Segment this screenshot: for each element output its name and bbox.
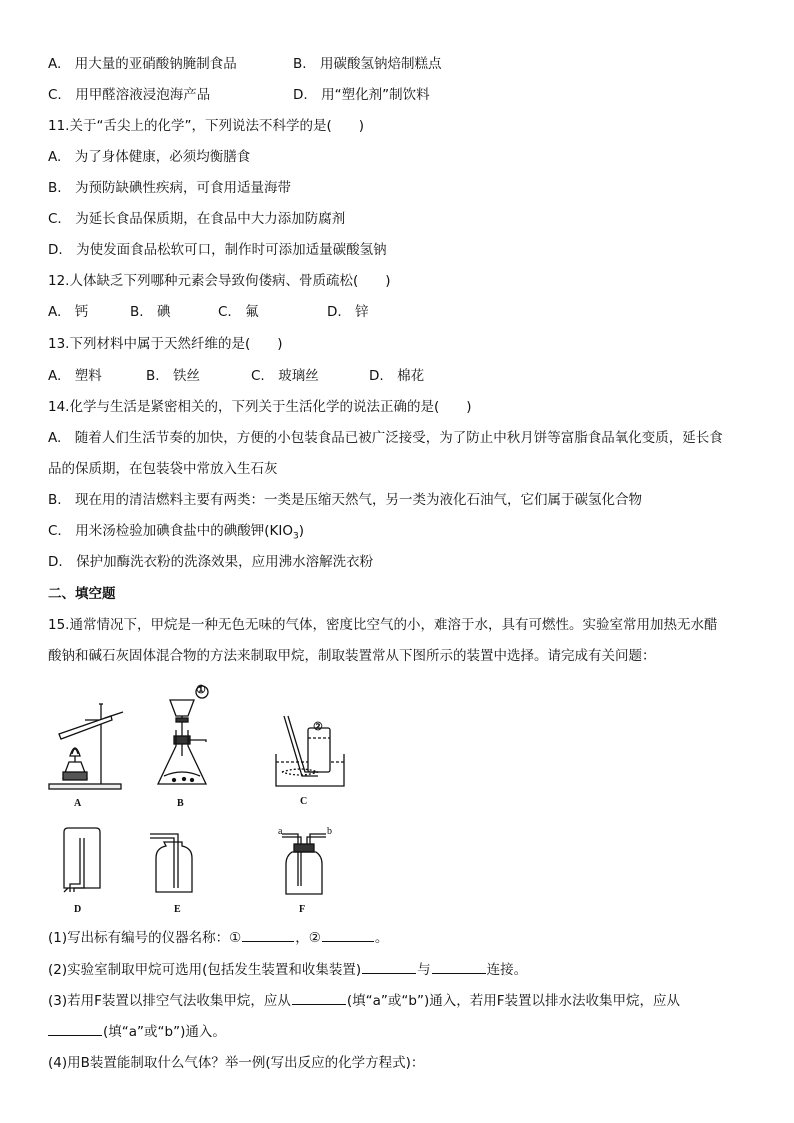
answer-blank-6[interactable] [48, 1021, 102, 1036]
q11-option-b: B. 为预防缺碘性疾病，可食用适量海带 [48, 180, 292, 196]
q15-part-3-pre: (3)若用F装置以排空气法收集甲烷，应从 [48, 993, 291, 1009]
apparatus-e-gas-bottle [148, 828, 198, 898]
answer-blank-1[interactable] [242, 927, 294, 942]
q15-part-3-mid: (填“a”或“b”)通入，若用F装置以排水法收集甲烷，应从 [346, 993, 681, 1009]
apparatus-d-downward-collection [60, 826, 104, 896]
q15-part-3-line2-text: (填“a”或“b”)通入。 [103, 1024, 226, 1040]
section-title-fill-blank: 二、填空题 [48, 586, 116, 602]
q15-part-2-mid: 与 [417, 962, 431, 978]
fig-label-f: F [299, 904, 306, 915]
mark-circled-2: ② [313, 721, 323, 733]
fig-label-b: B [177, 798, 184, 809]
q15-part-3-line1 [48, 990, 680, 1011]
q14-option-c-text: C. 用米汤检验加碘食盐中的碘酸钾(KIO [48, 523, 293, 539]
q15-part-2 [48, 959, 527, 980]
q14-option-a-line2: 品的保质期，在包装袋中常放入生石灰 [48, 461, 278, 477]
apparatus-b-flask-funnel [150, 684, 220, 792]
q15-stem-line2: 酸钠和碱石灰固体混合物的方法来制取甲烷，制取装置常从下图所示的装置中选择。请完成有关问题： [48, 648, 656, 664]
answer-blank-4[interactable] [432, 959, 486, 974]
q11-option-a: A. 为了身体健康，必须均衡膳食 [48, 149, 251, 165]
q15-part-4: (4)用B装置能制取什么气体？举一例(写出反应的化学方程式)： [48, 1055, 425, 1071]
q15-part-1 [48, 927, 388, 948]
q10-option-b: B. 用碳酸氢钠焙制糕点 [293, 56, 442, 72]
q12-option-b: B. 碘 [130, 304, 171, 320]
apparatus-f-two-port-bottle [276, 830, 332, 898]
q13-option-d: D. 棉花 [369, 368, 425, 384]
q13-option-a: A. 塑料 [48, 368, 102, 384]
q15-part-1-post: 。 [374, 930, 389, 946]
q13-option-b: B. 铁丝 [146, 368, 201, 384]
q14-option-a-line1: A. 随着人们生活节奏的加快，方便的小包装食品已被广泛接受，为了防止中秋月饼等富脂食品氧化变质，延长食 [48, 430, 723, 446]
q15-part-2-post: 连接。 [486, 962, 528, 978]
q11-option-d: D. 为使发面食品松软可口，制作时可添加适量碳酸氢钠 [48, 242, 387, 258]
q13-stem: 13.下列材料中属于天然纤维的是( ) [48, 336, 283, 352]
fig-label-a: A [74, 798, 82, 809]
q11-stem: 11.关于“舌尖上的化学”，下列说法不科学的是( ) [48, 118, 364, 134]
q12-option-a: A. 钙 [48, 304, 89, 320]
q10-option-a: A. 用大量的亚硝酸钠腌制食品 [48, 56, 237, 72]
port-label-a: a [278, 826, 283, 837]
q15-part-2-pre: (2)实验室制取甲烷可选用(包括发生装置和收集装置) [48, 962, 362, 978]
q14-option-c-close: ) [298, 523, 304, 539]
q15-part-1-mid: ，② [295, 930, 321, 946]
answer-blank-5[interactable] [292, 990, 346, 1005]
q11-option-c: C. 为延长食品保质期，在食品中大力添加防腐剂 [48, 211, 346, 227]
q12-option-c: C. 氟 [218, 304, 259, 320]
apparatus-a-heating-tube [45, 700, 125, 792]
fig-label-e: E [174, 904, 181, 915]
q14-stem: 14.化学与生活是紧密相关的，下列关于生活化学的说法正确的是( ) [48, 399, 472, 415]
mark-circled-1: ① [196, 684, 206, 696]
q14-option-d: D. 保护加酶洗衣粉的洗涤效果，应用沸水溶解洗衣粉 [48, 554, 374, 570]
q10-option-c: C. 用甲醛溶液浸泡海产品 [48, 87, 211, 103]
q10-option-d: D. 用“塑化剂”制饮料 [293, 87, 430, 103]
q14-option-c [48, 521, 304, 547]
q14-option-b: B. 现在用的清洁燃料主要有两类：一类是压缩天然气，另一类为液化石油气，它们属于碳氢化合物 [48, 492, 643, 508]
q15-part-1-pre: (1)写出标有编号的仪器名称：① [48, 930, 242, 946]
q13-option-c: C. 玻璃丝 [251, 368, 319, 384]
port-label-b: b [327, 826, 332, 837]
fig-label-d: D [74, 904, 82, 915]
answer-blank-2[interactable] [322, 927, 374, 942]
apparatus-c-water-trough [270, 714, 350, 790]
q15-stem-line1: 15.通常情况下，甲烷是一种无色无味的气体，密度比空气的小，难溶于水，具有可燃性。实验室常用加热无水醋 [48, 617, 718, 633]
answer-blank-3[interactable] [362, 959, 416, 974]
q12-option-d: D. 锌 [327, 304, 369, 320]
q14-option-c-subscript: 3 [292, 531, 299, 542]
q12-stem: 12.人体缺乏下列哪种元素会导致佝偻病、骨质疏松( ) [48, 273, 391, 289]
fig-label-c: C [300, 796, 308, 807]
q15-part-3-line2 [48, 1021, 226, 1042]
